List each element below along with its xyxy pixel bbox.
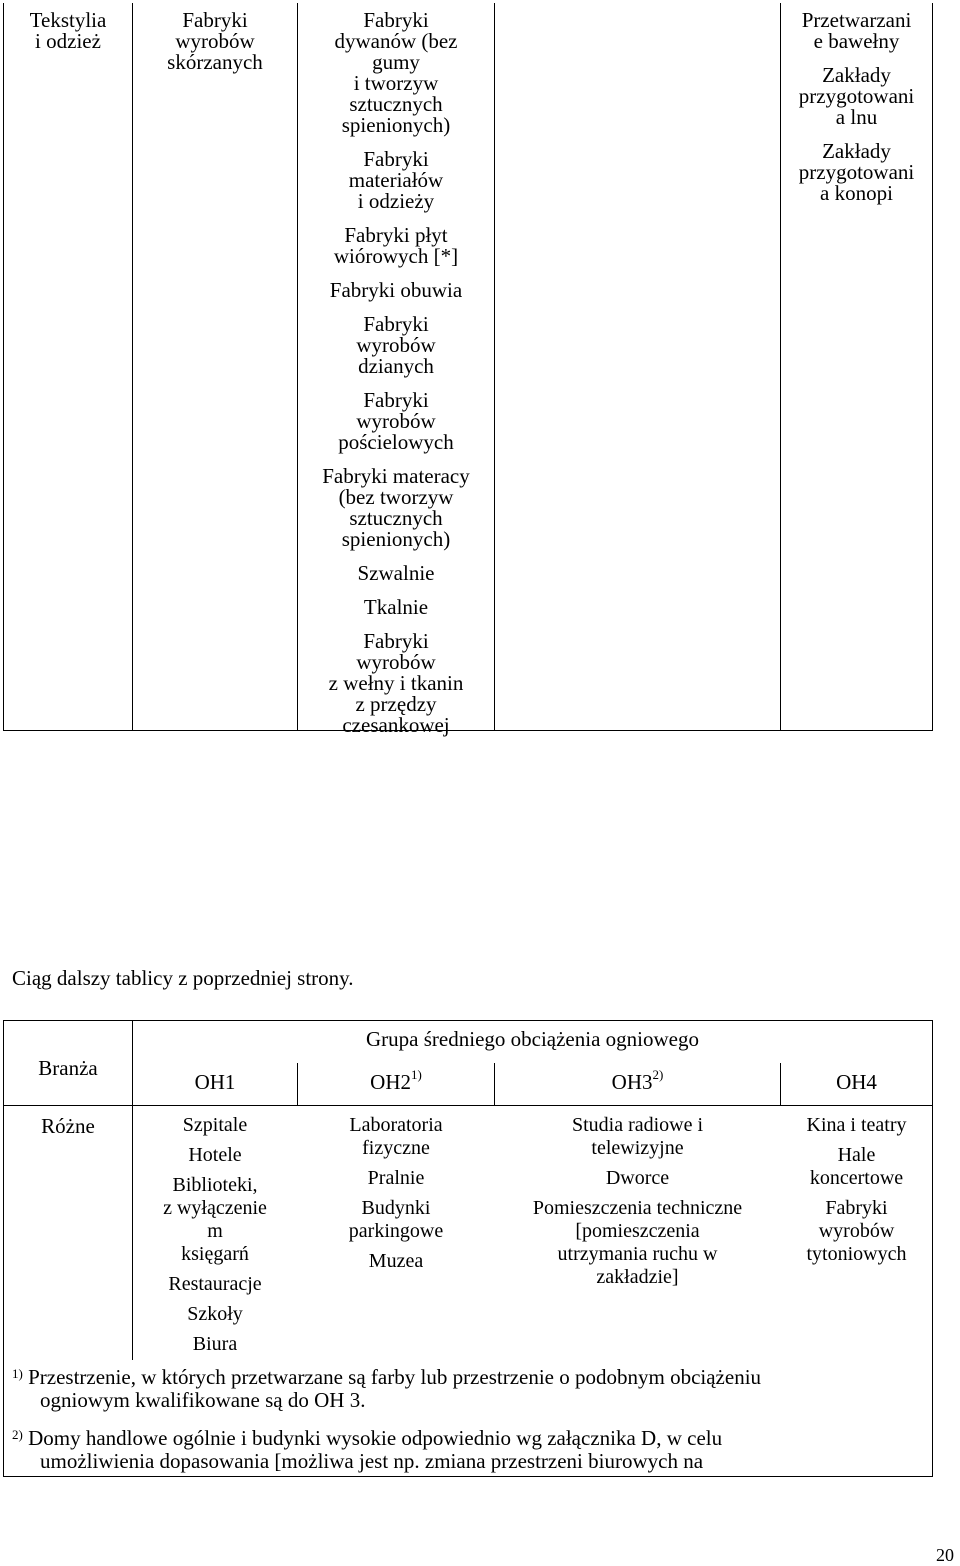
cell-text: wyrobów <box>818 1220 895 1242</box>
oh-label: OH4 <box>836 1070 877 1094</box>
footnote-mark: 2) <box>12 1427 23 1442</box>
cell-text: i tworzyw <box>353 71 439 95</box>
cell-item <box>298 631 494 736</box>
cell-text: Biura <box>192 1333 238 1355</box>
oh1-cell <box>133 10 297 73</box>
footnote-2 <box>12 1427 924 1473</box>
cell-text: Laboratoria <box>349 1114 443 1136</box>
cell-item <box>298 1114 494 1160</box>
cell-text: i odzież <box>35 29 101 53</box>
cell-text: i odzieży <box>357 189 435 213</box>
cell-text: wiórowych [*] <box>333 244 459 268</box>
cell-text: Fabryki <box>363 312 429 336</box>
cell-text: skórzanych <box>167 50 263 74</box>
cell-text: spienionych) <box>341 113 451 137</box>
cell-text: dzianych <box>358 354 434 378</box>
cell-text: koncertowe <box>809 1167 904 1189</box>
oh-label: OH2 <box>370 1070 411 1094</box>
continuation-note: Ciąg dalszy tablicy z poprzedniej strony. <box>12 966 354 990</box>
cell-text: tytoniowych <box>806 1243 907 1265</box>
footnote-text: Domy handlowe ogólnie i budynki wysokie odpowiednio wg załącznika D, w celu <box>28 1426 723 1450</box>
cell-text: Fabryki <box>182 8 248 32</box>
footnote-text: Przestrzenie, w których przetwarzane są farby lub przestrzenie o podobnym obciążeniu <box>28 1365 762 1389</box>
cell-text: czesankowej <box>342 713 450 737</box>
cell-item <box>495 1167 780 1190</box>
oh2-header <box>298 1067 494 1095</box>
oh3-header <box>495 1067 780 1095</box>
cell-text: Fabryki <box>825 1197 888 1219</box>
cell-item <box>298 563 494 584</box>
cell-item <box>133 1303 297 1326</box>
cell-item <box>495 1197 780 1289</box>
oh1-header <box>133 1070 297 1095</box>
cell-item <box>133 1273 297 1296</box>
oh4-cell <box>781 10 932 217</box>
cell-text: Zakłady <box>822 139 891 163</box>
cell-text: Szkoły <box>187 1303 243 1325</box>
cell-text: z przędzy <box>355 692 437 716</box>
cell-item <box>133 1114 297 1137</box>
cell-text: Fabryki płyt <box>344 223 448 247</box>
cell-text: Biblioteki, <box>172 1174 258 1196</box>
cell-text: Hale <box>837 1144 876 1166</box>
cell-item <box>298 314 494 377</box>
cell-item <box>495 1114 780 1160</box>
oh4-header <box>781 1070 932 1095</box>
cell-text: Szpitale <box>182 1114 248 1136</box>
cell-text: utrzymania ruchu w <box>557 1243 718 1265</box>
cell-text: Restauracje <box>168 1273 262 1295</box>
cell-text: wyrobów <box>356 333 436 357</box>
cell-text: Fabryki <box>363 388 429 412</box>
cell-item <box>133 1144 297 1167</box>
cell-text: Przetwarzani <box>801 8 912 32</box>
cell-text: z wełny i tkanin <box>328 671 464 695</box>
cell-text: przygotowani <box>798 160 915 184</box>
cell-text: Fabryki <box>363 8 429 32</box>
cell-item <box>298 149 494 212</box>
cell-text: z wyłączenie <box>163 1197 267 1219</box>
footnote-text: umożliwienia dopasowania [możliwa jest np. zmiana przestrzeni biurowych na <box>40 1449 704 1473</box>
group-header: Grupa średniego obciążenia ogniowego <box>366 1027 699 1051</box>
cell-text: Szwalnie <box>357 561 435 585</box>
cell-text: Pomieszczenia techniczne <box>532 1197 743 1219</box>
cell-text: Fabryki <box>363 629 429 653</box>
cell-item <box>298 390 494 453</box>
cell-text: księgarń <box>181 1243 249 1265</box>
cell-text: spienionych) <box>341 527 451 551</box>
cell-text: e bawełny <box>813 29 900 53</box>
cell-text: Tekstylia <box>29 8 107 32</box>
footnote-mark: 1) <box>411 1067 422 1082</box>
cell-text: Hotele <box>188 1144 242 1166</box>
cell-text: sztucznych <box>349 92 443 116</box>
cell-text: pościelowych <box>338 430 454 454</box>
cell-text: [pomieszczenia <box>575 1220 700 1242</box>
cell-item <box>298 225 494 267</box>
cell-text: m <box>207 1220 223 1242</box>
cell-text: Zakłady <box>822 63 891 87</box>
cell-text: zakładzie] <box>596 1266 679 1288</box>
oh3-items <box>495 1114 780 1296</box>
cell-text: sztucznych <box>349 506 443 530</box>
cell-item <box>298 10 494 136</box>
cell-item <box>781 65 932 128</box>
cell-item <box>298 1197 494 1243</box>
cell-text: Fabryki materacy <box>322 464 470 488</box>
cell-text: przygotowani <box>798 84 915 108</box>
oh-label: OH3 <box>611 1070 653 1094</box>
cell-text: dywanów (bez <box>334 29 458 53</box>
cell-item <box>781 10 932 52</box>
cell-text: wyrobów <box>356 650 436 674</box>
cell-item <box>298 466 494 550</box>
row-label: Różne <box>41 1114 95 1138</box>
cell-text: Muzea <box>368 1250 424 1272</box>
cell-item <box>298 1250 494 1273</box>
cell-item <box>298 280 494 301</box>
cell-text: fizyczne <box>362 1137 430 1159</box>
cell-item <box>781 141 932 204</box>
cell-item <box>781 1144 932 1190</box>
cell-text: Kina i teatry <box>806 1114 907 1136</box>
cell-text: Fabryki obuwia <box>329 278 463 302</box>
cell-item <box>133 1333 297 1356</box>
cell-text: Dworce <box>605 1167 670 1189</box>
cell-item <box>781 1197 932 1266</box>
oh4-items <box>781 1114 932 1273</box>
cell-text: Pralnie <box>367 1167 425 1189</box>
cell-text: wyrobów <box>175 29 255 53</box>
cell-item <box>133 1174 297 1266</box>
oh2-items <box>298 1114 494 1280</box>
cell-text: a lnu <box>835 105 878 129</box>
oh-label: OH1 <box>194 1070 236 1094</box>
cell-text: materiałów <box>348 168 444 192</box>
cell-text: Tkalnie <box>363 595 429 619</box>
industry-cell <box>4 10 132 52</box>
footnote-mark: 2) <box>652 1067 664 1082</box>
cell-text: telewizyjne <box>591 1137 684 1159</box>
cell-text: wyrobów <box>356 409 436 433</box>
cell-item <box>298 597 494 618</box>
cell-text: Studia radiowe i <box>571 1114 704 1136</box>
branza-header: Branża <box>38 1056 98 1080</box>
cell-text: gumy <box>372 50 420 74</box>
cell-text: parkingowe <box>348 1220 444 1242</box>
footnote-text: ogniowym kwalifikowane są do OH 3. <box>40 1388 366 1412</box>
page-number: 20 <box>936 1545 954 1565</box>
cell-text: Budynki <box>361 1197 431 1219</box>
oh1-items <box>133 1114 297 1363</box>
cell-item <box>781 1114 932 1137</box>
cell-item <box>298 1167 494 1190</box>
cell-text: Fabryki <box>363 147 429 171</box>
cell-text: a konopi <box>820 181 893 205</box>
footnote-1 <box>12 1366 924 1412</box>
footnote-mark: 1) <box>12 1366 23 1381</box>
oh2-cell <box>298 10 494 749</box>
cell-text: (bez tworzyw <box>338 485 454 509</box>
